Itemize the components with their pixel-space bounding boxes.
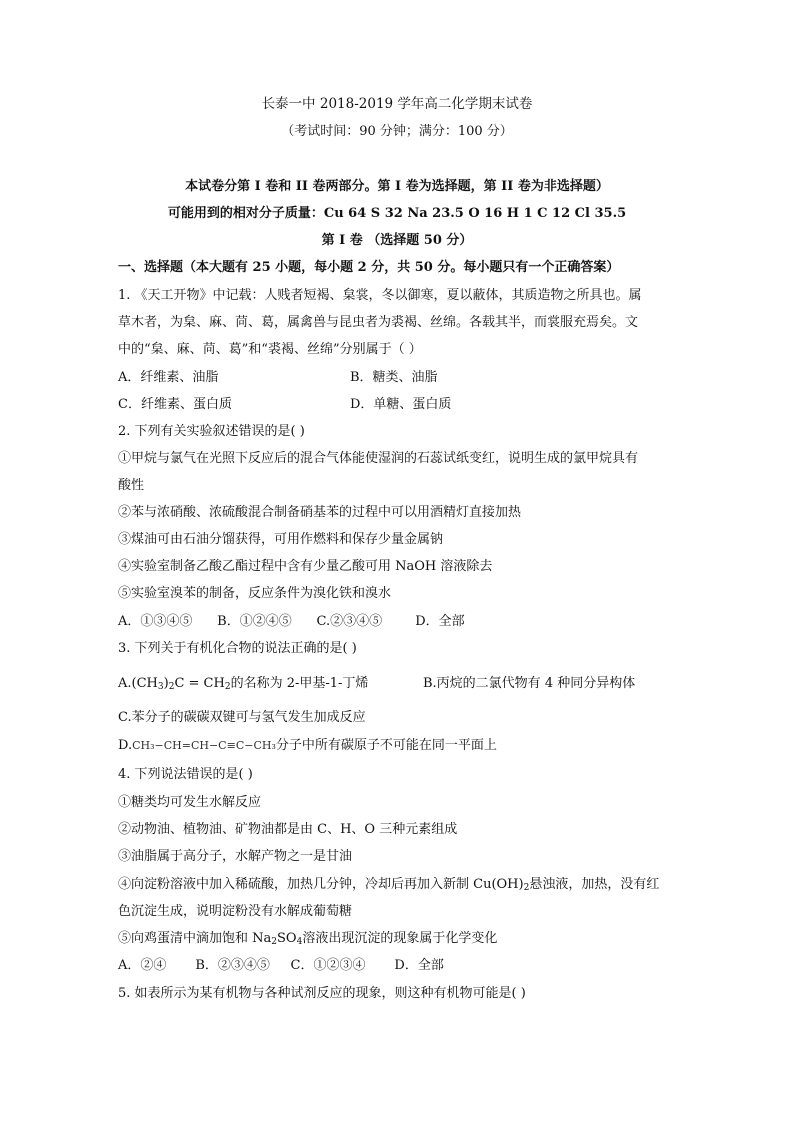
intro-line-2: 可能用到的相对分子质量：Cu 64 S 32 Na 23.5 O 16 H 1 C 12 Cl 35.5 bbox=[167, 206, 627, 221]
intro-line-1: 本试卷分第 I 卷和 II 卷两部分。第 I 卷为选择题，第 II 卷为非选择题） bbox=[185, 179, 609, 194]
q2-statement-1-cont: 酸性 bbox=[118, 478, 145, 493]
q3-a-formula-part: (CH bbox=[131, 676, 158, 691]
q2-statement-2: ②苯与浓硝酸、浓硫酸混合制备硝基苯的过程中可以用酒精灯直接加热 bbox=[118, 505, 522, 520]
q4-statement-1: ①糖类均可发生水解反应 bbox=[118, 795, 262, 810]
q3-a-text: 的名称为 2-甲基-1-丁烯 bbox=[230, 676, 369, 691]
q1-line-2: 草木者，为枲、麻、苘、葛，属禽兽与昆虫者为裘褐、丝绵。各载其半，而裳服充焉矣。文 bbox=[118, 315, 639, 330]
q4-s4-text: 悬浊液，加热，没有红 bbox=[529, 877, 660, 892]
q5-stem: 5. 如表所示为某有机物与各种试剂反应的现象，则这种有机物可能是( ) bbox=[118, 986, 526, 1001]
q4-statement-2: ②动物油、植物油、矿物油都是由 C、H、O 三种元素组成 bbox=[118, 822, 458, 837]
q4-options: A．②④ B．②③④⑤ C．①②③④ D．全部 bbox=[118, 958, 444, 973]
section-title: 一、选择题（本大题有 25 小题，每小题 2 分，共 50 分。每小题只有一个正确答案） bbox=[118, 260, 620, 275]
q4-statement-5 bbox=[118, 930, 497, 948]
exam-subtitle: （考试时间：90 分钟；满分：100 分） bbox=[281, 124, 513, 139]
q3-stem: 3. 下列关于有机化合物的说法正确的是( ) bbox=[118, 641, 357, 656]
q4-s5-text: 溶液出现沉淀的现象属于化学变化 bbox=[302, 931, 498, 946]
q4-s5-sub: 4 bbox=[296, 937, 303, 947]
q1-option-d: D．单糖、蛋白质 bbox=[350, 397, 452, 412]
q4-s4-text: ④向淀粉溶液中加入稀硫酸，加热几分钟，冷却后再加入新制 Cu(OH) bbox=[118, 877, 524, 892]
q4-s5-text: ⑤向鸡蛋清中滴加饱和 Na bbox=[118, 931, 272, 946]
q4-statement-4-cont: 色沉淀生成，说明淀粉没有水解成葡萄糖 bbox=[118, 904, 353, 919]
q3-d-formula: CH₃−CH=CH−C≡C−CH₃ bbox=[132, 739, 276, 752]
q3-a-formula-sub: 2 bbox=[224, 682, 231, 692]
q4-stem: 4. 下列说法错误的是( ) bbox=[118, 767, 253, 782]
q3-option-a bbox=[118, 675, 368, 693]
q2-statement-5: ⑤实验室溴苯的制备，反应条件为溴化铁和溴水 bbox=[118, 586, 392, 601]
q3-a-formula-sub: 3 bbox=[157, 682, 164, 692]
q2-stem: 2. 下列有关实验叙述错误的是( ) bbox=[118, 424, 305, 439]
q3-a-formula-sub: 2 bbox=[168, 682, 175, 692]
q1-line-1: 1. 《天工开物》中记载：人贱者短褐、枲裳，冬以御寒，夏以蔽体，其质造物之所具也。属 bbox=[118, 288, 642, 303]
q3-d-text: 分子中所有碳原子不可能在同一平面上 bbox=[275, 738, 497, 753]
q2-options: A．①③④⑤ B．①②④⑤ C.②③④⑤ D．全部 bbox=[118, 614, 465, 629]
q3-option-c: C.苯分子的碳碳双键可与氢气发生加成反应 bbox=[118, 710, 366, 725]
q1-option-a: A．纤维素、油脂 bbox=[118, 370, 219, 385]
exam-title: 长泰一中 2018-2019 学年高二化学期末试卷 bbox=[261, 96, 533, 112]
q3-option-d bbox=[118, 737, 497, 755]
q1-option-b: B．糖类、油脂 bbox=[350, 370, 438, 385]
q3-option-b: B.丙烷的二氯代物有 4 种同分异构体 bbox=[423, 676, 636, 691]
part-title: 第 I 卷 （选择题 50 分） bbox=[321, 233, 473, 248]
q2-statement-1: ①甲烷与氯气在光照下反应后的混合气体能使湿润的石蕊试纸变红，说明生成的氯甲烷具有 bbox=[118, 451, 639, 466]
q2-statement-3: ③煤油可由石油分馏获得，可用作燃料和保存少量金属钠 bbox=[118, 532, 444, 547]
q3-a-formula bbox=[132, 676, 231, 691]
q4-statement-4 bbox=[118, 876, 659, 894]
q4-s5-sub: 2 bbox=[271, 937, 277, 947]
q3-a-formula-part: ) bbox=[163, 676, 169, 691]
q4-statement-3: ③油脂属于高分子，水解产物之一是甘油 bbox=[118, 849, 353, 864]
q4-s4-sub: 2 bbox=[523, 883, 530, 893]
q3-a-formula-part: C = CH bbox=[174, 676, 225, 691]
q4-s5-text: SO bbox=[277, 931, 297, 946]
q3-a-prefix: A. bbox=[118, 676, 132, 691]
q3-d-prefix: D. bbox=[118, 738, 133, 753]
q1-option-c: C．纤维素、蛋白质 bbox=[118, 397, 232, 412]
q2-statement-4: ④实验室制备乙酸乙酯过程中含有少量乙酸可用 NaOH 溶液除去 bbox=[118, 559, 493, 574]
q1-line-3: 中的“枲、麻、苘、葛”和“裘褐、丝绵”分别属于（ ） bbox=[118, 342, 422, 357]
